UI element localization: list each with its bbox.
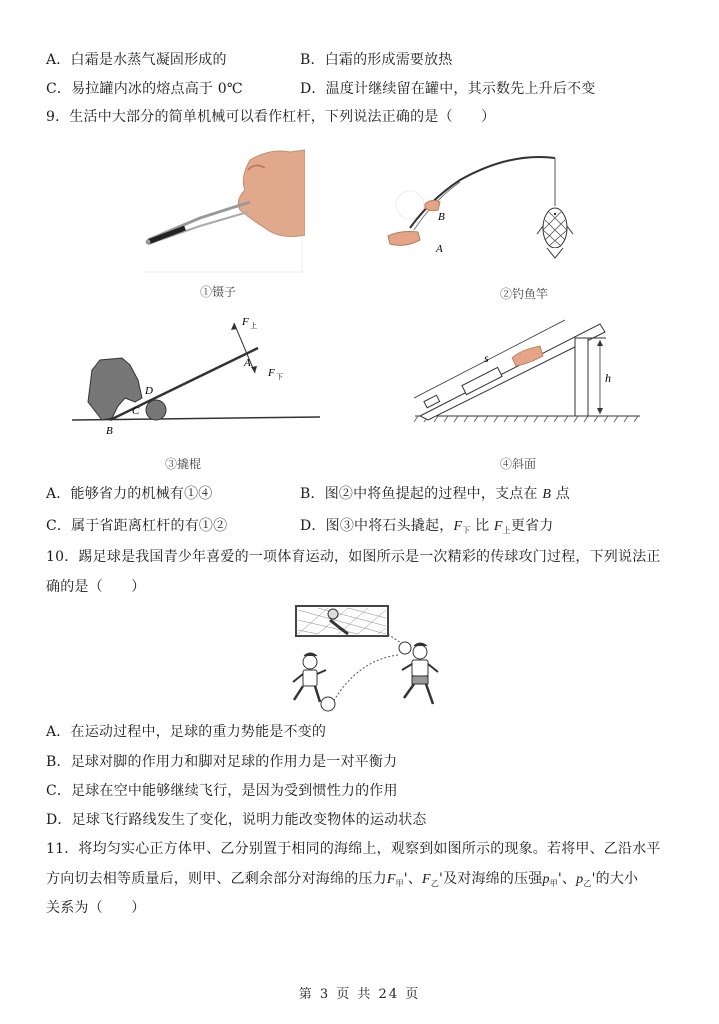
figure-crowbar [70,310,330,470]
q10-option-b: B．足球对脚的作用力和脚对足球的作用力是一对平衡力 [46,754,398,770]
fish-icon [537,208,573,258]
q9-option-b-text: B．图②中将鱼提起的过程中，支点在 [300,486,543,502]
page-footer: 第 3 页 共 24 页 [298,987,421,1002]
q11-prime-4: ' [591,871,596,887]
q11-prime-1: ' [403,871,408,887]
q9-option-d [300,516,554,541]
fig2-label-a: A [436,243,443,255]
fig3-label-f-down-sub: 下 [276,373,283,381]
fig3-label-b: B [106,425,113,437]
q11-stem-line2 [46,869,638,894]
q8-option-b: B．白霜的形成需要放热 [300,52,453,68]
q11-p-jia-sub: 甲 [549,879,558,888]
q9-option-d-f2-sub: 上 [502,526,511,535]
q11-prime-2: ' [439,871,444,887]
q9-option-d-f1: F [453,519,463,534]
fig4-label-s: s [484,351,489,365]
q9-option-b [300,484,570,505]
q11-stem-line3: 关系为（ ） [46,900,146,916]
inclined-plane-illustration [400,310,640,430]
fig3-label-d: D [145,385,153,397]
fig4-caption: ④斜面 [500,457,537,471]
q9-option-d-mid: 比 [475,518,490,534]
q9-option-b-post: 点 [551,486,570,502]
player-left [293,653,326,702]
q11-f-yi: F [422,872,431,887]
fig3-label-f-up-sub: 上 [250,322,257,330]
q11-p-yi-sub: 乙 [583,879,592,888]
q9-option-d-post: 更省力 [510,518,554,534]
q11-prime-3: ' [557,871,562,887]
q9-option-c: C．属于省距离杠杆的有①② [46,518,228,534]
q9-option-d-f2: F [493,519,503,534]
fig3-label-f-up: F [242,316,249,328]
tweezers-illustration [140,140,305,275]
q10-option-a: A．在运动过程中，足球的重力势能是不变的 [46,724,327,740]
q10-option-d: D．足球飞行路线发生了变化，说明力能改变物体的运动状态 [46,812,427,828]
q11-f-yi-sub: 乙 [430,879,440,888]
q9-option-b-var: B [542,487,552,502]
figure-tweezers [140,140,305,299]
q9-option-a: A．能够省力的机械有①④ [46,486,213,502]
q11-p-yi: p [576,872,584,887]
fig2-label-b: B [438,211,445,223]
soccer-illustration [278,600,443,715]
fig3-caption: ③撬棍 [165,457,202,471]
q11-f-jia: F [386,872,396,887]
q11-p-jia: p [542,872,550,887]
q10-stem-line1: 10．踢足球是我国青少年喜爱的一项体育运动，如图所示是一次精彩的传球攻门过程，下列说法正 [46,549,661,565]
q11-mid: 及对海绵的压强 [443,871,543,887]
fig3-label-f-down: F [268,367,275,379]
q10-option-c: C．足球在空中能够继续飞行，是因为受到惯性力的作用 [46,783,398,799]
figure-fishing-rod [380,140,610,300]
crowbar-illustration [70,310,330,440]
q11-sep-2: 、 [561,871,577,887]
figure-inclined-plane [400,310,640,470]
q8-option-c: C．易拉罐内冰的熔点高于 0℃ [46,81,243,97]
fig2-caption: ②钓鱼竿 [500,287,549,301]
q9-option-d-text: D．图③中将石头撬起， [300,518,454,534]
fishing-rod-illustration [380,140,610,300]
fig4-label-h: h [605,371,611,385]
q11-stem-line1: 11．将均匀实心正方体甲、乙分别置于相同的海绵上，观察到如图所示的现象。若将甲、乙沿水平 [46,841,661,857]
q8-option-d: D．温度计继续留在罐中，其示数先上升后不变 [300,81,596,97]
q9-stem: 9．生活中大部分的简单机械可以看作杠杆，下列说法正确的是（ ） [46,109,496,125]
q11-sep-1: 、 [407,871,423,887]
fig1-caption: ①镊子 [200,285,237,299]
figure-soccer [278,600,443,715]
q10-stem-line2: 确的是（ ） [46,579,146,595]
fig3-label-c: C [132,405,140,417]
fig3-label-a: A [244,357,251,369]
q11-line2-pre: 方向切去相等质量后，则甲、乙剩余部分对海绵的压力 [46,871,387,887]
q8-option-a: A．白霜是水蒸气凝固形成的 [46,52,227,68]
q11-f-jia-sub: 甲 [395,879,404,888]
q11-line2-post: 的大小 [595,871,639,887]
q9-option-d-f1-sub: 下 [462,526,471,535]
